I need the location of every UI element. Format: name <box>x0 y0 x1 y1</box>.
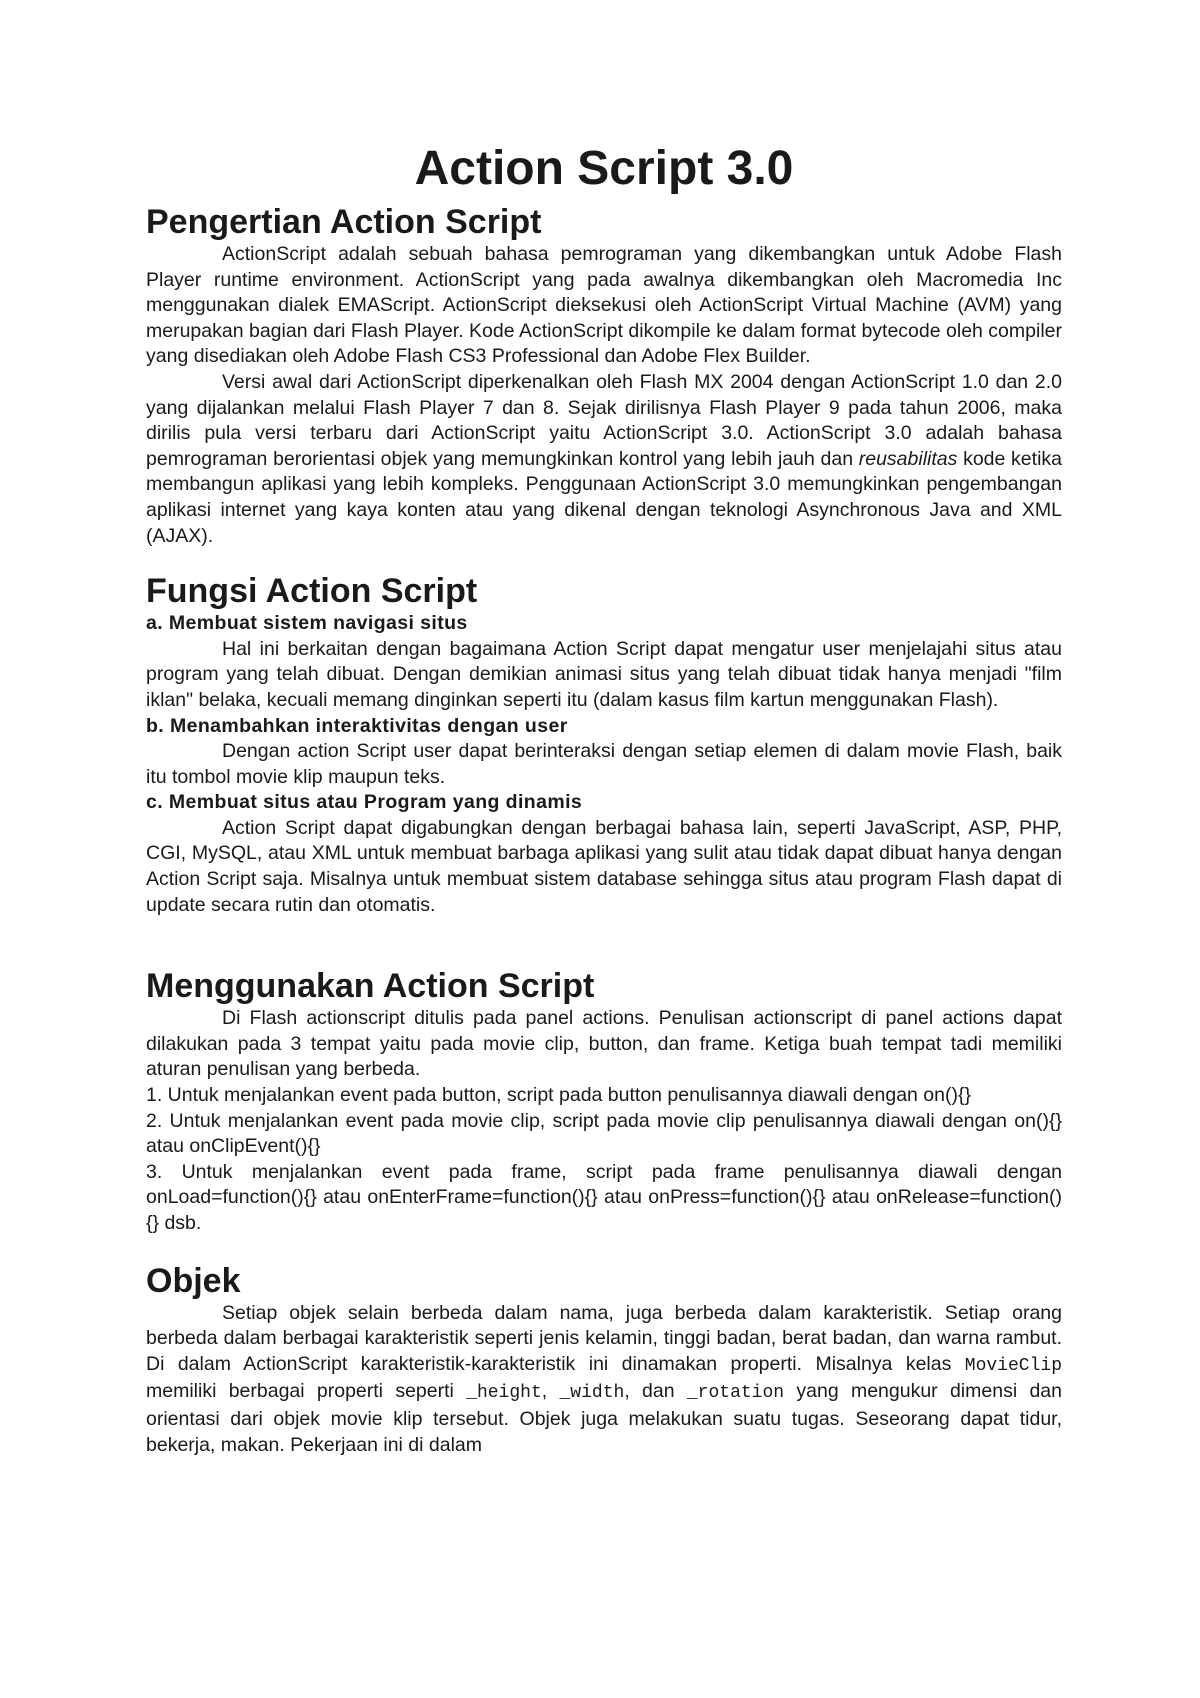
paragraph-text: Setiap objek selain berbeda dalam nama, juga berbeda dalam karakteristik. Setiap orang berbeda dalam berbagai karakteristik seperti jenis kelamin, tinggi badan, berat badan, dan warna rambut. Di dalam ActionScript karakteristik-karakteristik ini dinamakan properti. Misalnya kelas <box>146 1301 1062 1375</box>
subheading-a: a. Membuat sistem navigasi situs <box>146 612 468 635</box>
paragraph-text: kode ketika membangun aplikasi yang lebih kompleks. Penggunaan ActionScript 3.0 memungkinkan pengembangan aplikasi internet yang kaya konten atau yang dikenal dengan teknologi Asynchronous Java and XML (AJAX). <box>146 447 1062 547</box>
paragraph-text: , dan <box>624 1380 687 1403</box>
paragraph-c: Action Script dapat digabungkan dengan berbagai bahasa lain, seperti JavaScript, ASP, PHP, CGI, MySQL, atau XML untuk membuat barbaga aplikasi yang sulit atau tidak dapat dibuat hanya dengan Action Script saja. Misalnya untuk membuat sistem database sehingga situs atau program Flash dapat di update secara rutin dan otomatis. <box>146 816 1062 916</box>
subheading-b: b. Menambahkan interaktivitas dengan user <box>146 714 568 737</box>
paragraph-text: Versi awal dari ActionScript diperkenalkan oleh Flash MX 2004 dengan ActionScript 1.0 dan 2.0 yang dijalankan melalui Flash Player 7 dan 8. Sejak dirilisnya Flash Player 9 pada tahun 2006, maka dirilis pula versi terbaru dari ActionScript yaitu ActionScript 3.0. ActionScript 3.0 adalah bahasa pemrograman berorientasi objek yang memungkinkan kontrol yang lebih jauh dan <box>146 370 1062 470</box>
subheading-c: c. Membuat situs atau Program yang dinamis <box>146 791 583 814</box>
heading-menggunakan: Menggunakan Action Script <box>146 967 595 1006</box>
paragraph-text: yang mengukur dimensi dan orientasi dari objek movie klip tersebut. Objek juga melakukan suatu tugas. Seseorang dapat tidur, bekerja, makan. Pekerjaan ini di dalam <box>146 1380 1062 1456</box>
paragraph-b: Dengan action Script user dapat berinteraksi dengan setiap elemen di dalam movie Flash, baik itu tombol movie klip maupun teks. <box>146 740 1062 788</box>
paragraph-pengertian-2 <box>146 370 1062 549</box>
list-item-1: 1. Untuk menjalankan event pada button, script pada button penulisannya diawali dengan on(){} <box>146 1084 971 1107</box>
list-item-2: 2. Untuk menjalankan event pada movie clip, script pada movie clip penulisannya diawali dengan on(){} atau onClipEvent(){} <box>146 1109 1062 1158</box>
paragraph-menggunakan-intro: Di Flash actionscript ditulis pada panel actions. Penulisan actionscript di panel actions dapat dilakukan pada 3 tempat yaitu pada movie clip, button, dan frame. Ketiga buah tempat tadi memiliki aturan penulisan yang berbeda. <box>146 1007 1062 1081</box>
paragraph-pengertian-1: ActionScript adalah sebuah bahasa pemrograman yang dikembangkan untuk Adobe Flash Player runtime environment. ActionScript yang pada awalnya dikembangkan oleh Macromedia Inc menggunakan dialek EMAScript. ActionScript dieksekusi oleh ActionScript Virtual Machine (AVM) yang merupakan bagian dari Flash Player. Kode ActionScript dikompile ke dalam format bytecode oleh compiler yang disediakan oleh Adobe Flash CS3 Professional dan Adobe Flex Builder. <box>146 243 1062 368</box>
paragraph-a: Hal ini berkaitan dengan bagaimana Action Script dapat mengatur user menjelajahi situs atau program yang telah dibuat. Dengan demikian animasi situs yang telah dibuat tidak hanya menjadi "film iklan" belaka, kecuali memang dinginkan seperti itu (dalam kasus film kartun menggunakan Flash). <box>146 637 1062 711</box>
paragraph-text: , <box>541 1380 560 1403</box>
document-title: Action Script 3.0 <box>414 142 794 195</box>
code-movieclip: MovieClip <box>964 1355 1062 1376</box>
heading-fungsi: Fungsi Action Script <box>146 572 478 611</box>
code-height: _height <box>466 1383 542 1404</box>
paragraph-objek <box>146 1301 1062 1459</box>
code-width: _width <box>559 1383 625 1404</box>
code-rotation: _rotation <box>686 1383 785 1404</box>
paragraph-text: memiliki berbagai properti seperti <box>146 1380 467 1403</box>
document-page <box>146 140 1062 1458</box>
list-item-3: 3. Untuk menjalankan event pada frame, script pada frame penulisannya diawali dengan onLoad=function(){} atau onEnterFrame=function(){} atau onPress=function(){} atau onRelease=function(){} dsb. <box>146 1160 1062 1234</box>
emphasis-reusabilitas: reusabilitas <box>858 447 958 470</box>
heading-pengertian: Pengertian Action Script <box>146 203 542 241</box>
heading-objek: Objek <box>146 1261 241 1300</box>
